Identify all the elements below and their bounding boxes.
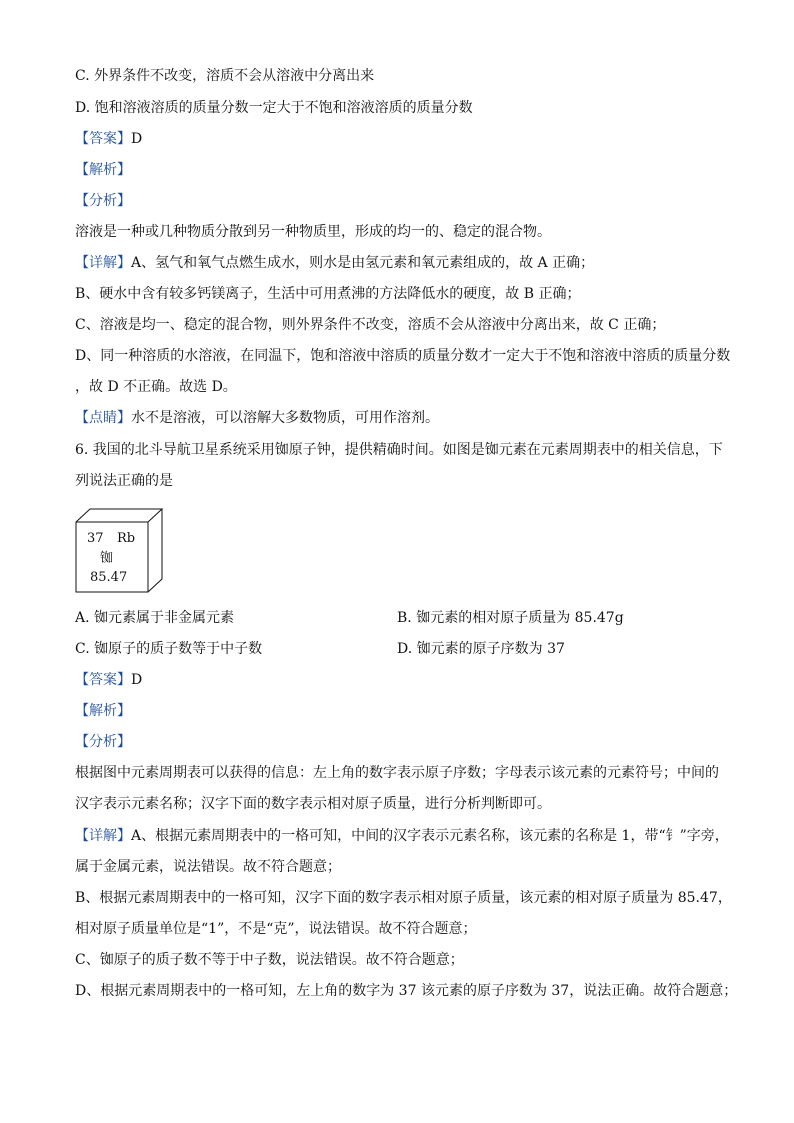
detail-2-a-cont: 属于金属元素，说法错误。故不符合题意； <box>75 859 341 875</box>
analysis-text: 溶液是一种或几种物质分散到另一种物质里，形成的均一的、稳定的混合物。 <box>75 224 551 240</box>
question-6-cont: 列说法正确的是 <box>75 473 173 489</box>
analysis-label-2: 【解析】 <box>75 703 131 719</box>
detail-2-c: C、铷原子的质子数不等于中子数，说法错误。故不符合题意； <box>75 952 464 968</box>
detail-c: C、溶液是均一、稳定的混合物，则外界条件不改变，溶质不会从溶液中分离出来，故 C 正确； <box>75 317 666 333</box>
fenxi-label-2: 【分析】 <box>75 734 131 750</box>
element-number: 37 <box>87 531 104 546</box>
option-c: C. 铷原子的质子数等于中子数 <box>75 641 263 657</box>
option-c-prev: C. 外界条件不改变，溶质不会从溶液中分离出来 <box>75 68 375 84</box>
detail-a: 【详解】A、氢气和氧气点燃生成水，则水是由氢元素和氧元素组成的，故 A 正确； <box>75 255 595 271</box>
option-b: B. 铷元素的相对原子质量为 85.47g <box>397 610 624 626</box>
analysis-label: 【解析】 <box>75 162 131 178</box>
option-d-prev: D. 饱和溶液溶质的质量分数一定大于不饱和溶液溶质的质量分数 <box>75 100 473 116</box>
fenxi-label: 【分析】 <box>75 193 131 209</box>
dianjing: 【点睛】水不是溶液，可以溶解大多数物质，可用作溶剂。 <box>75 410 439 426</box>
analysis-text-2a: 根据图中元素周期表可以获得的信息：左上角的数字表示原子序数；字母表示该元素的元素符号；中间的 <box>75 765 719 781</box>
detail-2-b: B、根据元素周期表中的一格可知，汉字下面的数字表示相对原子质量，该元素的相对原子质量为 85.47， <box>75 890 732 906</box>
detail-d-cont: ，故 D 不正确。故选 D。 <box>75 379 237 395</box>
element-symbol: Rb <box>117 531 136 546</box>
detail-d: D、同一种溶质的水溶液，在同温下，饱和溶液中溶质的质量分数才一定大于不饱和溶液中溶质的质量分数 <box>75 348 731 364</box>
question-6: 6. 我国的北斗导航卫星系统采用铷原子钟，提供精确时间。如图是铷元素在元素周期表中的相关信息，下 <box>75 442 723 458</box>
element-mass: 85.47 <box>90 570 128 585</box>
element-cube-figure <box>75 508 165 593</box>
detail-2-d: D、根据元素周期表中的一格可知，左上角的数字为 37 该元素的原子序数为 37，说法正确。故符合题意； <box>75 983 738 999</box>
option-d: D. 铷元素的原子序数为 37 <box>397 641 565 657</box>
detail-2-a: 【详解】A、根据元素周期表中的一格可知，中间的汉字表示元素名称，该元素的名称是 1，带“钅”字旁， <box>75 828 729 844</box>
element-name: 铷 <box>100 551 114 566</box>
detail-2-b-cont: 相对原子质量单位是“1”，不是“克”，说法错误。故不符合题意； <box>75 921 477 937</box>
analysis-text-2b: 汉字表示元素名称；汉字下面的数字表示相对原子质量，进行分析判断即可。 <box>75 796 551 812</box>
option-a: A. 铷元素属于非金属元素 <box>75 610 235 626</box>
answer-label: 【答案】D <box>75 131 143 147</box>
answer-label-2: 【答案】D <box>75 672 143 688</box>
detail-b: B、硬水中含有较多钙镁离子，生活中可用煮沸的方法降低水的硬度，故 B 正确； <box>75 286 581 302</box>
